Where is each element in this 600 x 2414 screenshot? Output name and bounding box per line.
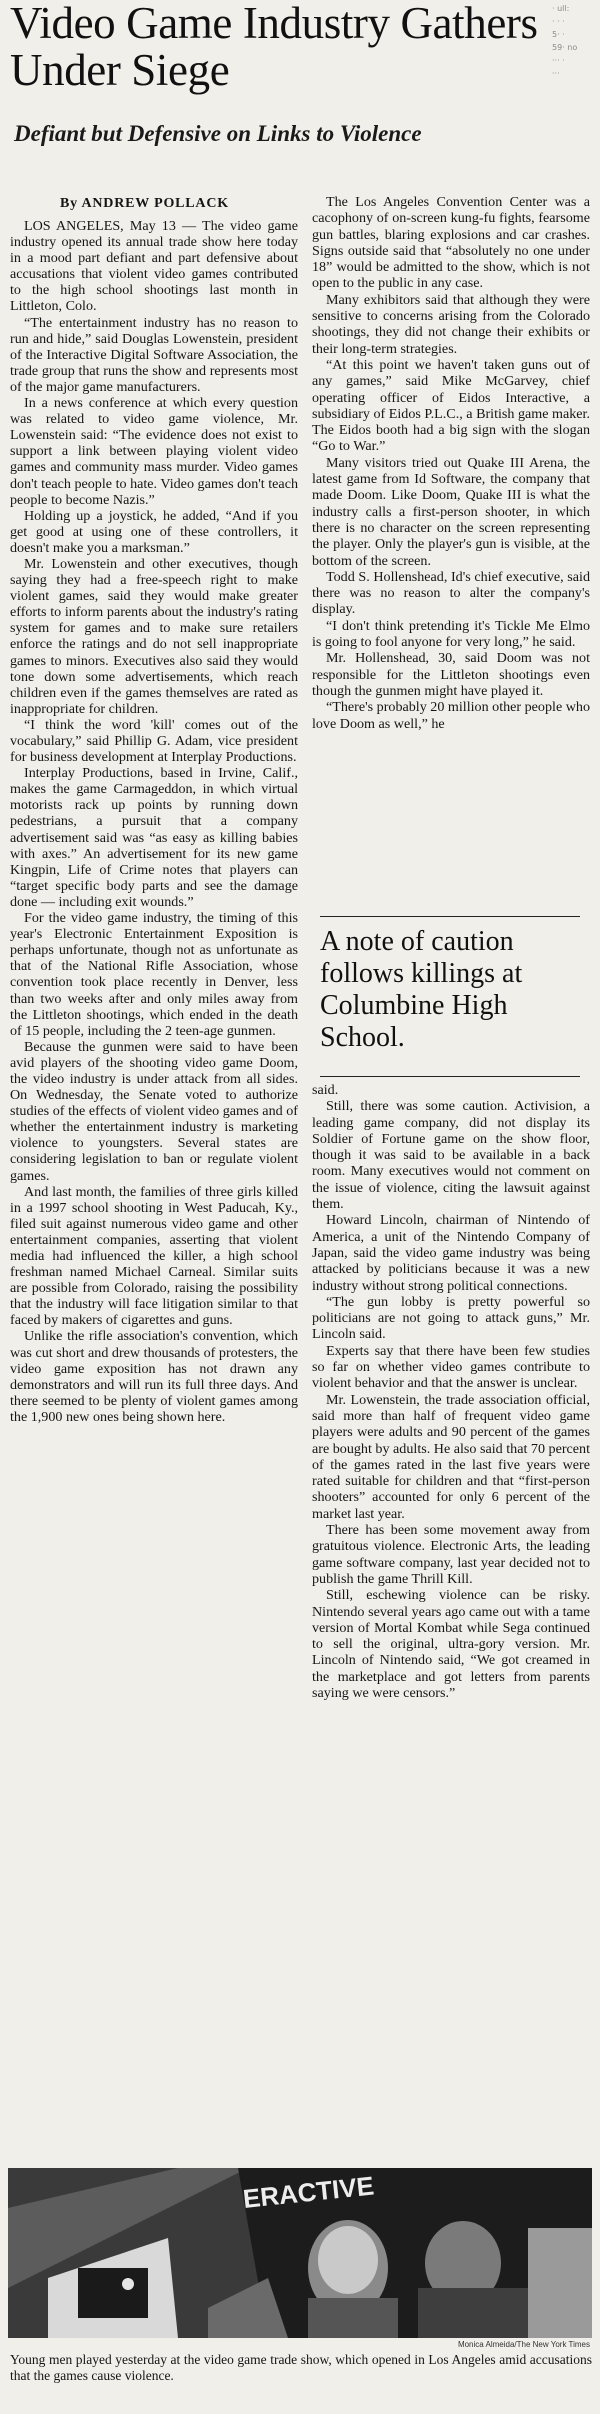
paragraph: Mr. Hollenshead, 30, said Doom was not responsible for the Littleton shootings even though the gunmen might have played it. — [312, 650, 590, 699]
paragraph: said. — [312, 1082, 339, 1098]
paragraph: Howard Lincoln, chairman of Nintendo of America, a unit of the Nintendo Company of Japan, said the video game industry was being attacked by politicians because it was a new industry without strong political connections. — [312, 1212, 590, 1294]
subheadline: Defiant but Defensive on Links to Violence — [14, 121, 422, 146]
paragraph: There has been some movement away from gratuitous violence. Electronic Arts, the leading game software company, last year decided not to publish the game Thrill Kill. — [312, 1522, 590, 1587]
paragraph: In a news conference at which every question was related to video game violence, Mr. Lowenstein said: “The evidence does not exist to support a link between playing violent video games and community mass murder. Video games don't teach people to hate. Video games don't teach people to become Nazis.” — [10, 395, 298, 508]
margin-handwriting: · ull: · · · 5· · 59· no ··· · ··· — [552, 4, 578, 78]
paragraph: “At this point we haven't taken guns out of any games,” said Mike McGarvey, chief operating officer of Eidos Interactive, a subsidiary of Eidos P.L.C., a British game maker. The Eidos booth had a big sign with the slogan “Go to War.” — [312, 356, 590, 455]
column-2-top — [312, 194, 590, 732]
paragraph: Mr. Lowenstein and other executives, though saying they had a free-speech right to make violent games, said they would make greater efforts to inform parents about the industry's rating system for games and to make sure retailers enforce the ratings and do not sell inappropriate games to minors. Executives also said they would tone down some advertisements, which reach children even if the games themselves are rated as inappropriate for children. — [10, 555, 298, 717]
paragraph: Experts say that there have been few studies so far on whether video games contribute to violent behavior and that the answer is unclear. — [312, 1342, 590, 1392]
paragraph: Many exhibitors said that although they were sensitive to concerns arising from the Colorado shootings, they did not change their exhibits or their long-term strategies. — [312, 291, 590, 357]
paragraph: “The entertainment industry has no reason to run and hide,” said Douglas Lowenstein, president of the Interactive Digital Software Association, the trade group that runs the show and represents most of the major game manufacturers. — [10, 314, 298, 395]
paragraph: Many visitors tried out Quake III Arena, the latest game from Id Software, the company that made Doom. Like Doom, Quake III is what the industry calls a first-person shooter, in which there is no character on the screen representing the player. Only the player's gun is visible, at the bottom of the screen. — [312, 454, 590, 569]
column-1 — [10, 218, 298, 1425]
byline: By ANDREW POLLACK — [60, 196, 229, 211]
pull-quote-rule-top — [320, 916, 580, 917]
column-2-bottom — [312, 1082, 590, 1701]
photo-image — [8, 2168, 592, 2338]
paragraph: “I think the word 'kill' comes out of the vocabulary,” said Phillip G. Adam, vice president for business development at Interplay Productions. — [10, 716, 298, 766]
paragraph: And last month, the families of three girls killed in a 1997 school shooting in West Paducah, Ky., filed suit against numerous video game and other entertainment companies, asserting that violent media had influenced the killer, a high school freshman named Michael Carneal. Similar suits are possible from Colorado, raising the possibility that the industry will face litigation similar to that faced by makers of cigarettes and guns. — [10, 1183, 298, 1329]
paragraph: Todd S. Hollenshead, Id's chief executive, said there was no reason to alter the company's display. — [312, 568, 590, 618]
paragraph: Mr. Lowenstein, the trade association official, said more than half of frequent video game players were adults and 90 percent of the games are bought by adults. He also said that 70 percent of the games rated in the last five years were rated suitable for children and that “first-person shooters” accounted for only 6 percent of the market last year. — [312, 1391, 590, 1522]
paragraph: Unlike the rifle association's convention, which was cut short and drew thousands of protesters, the video game exposition has not drawn any demonstrators and will run its full three days. And there seemed to be plenty of violent games among the 1,900 new ones being shown here. — [10, 1328, 298, 1425]
photo-sign-text: ERACTIVE — [241, 2170, 376, 2214]
paragraph: Still, eschewing violence can be risky. Nintendo several years ago came out with a tame version of Mortal Kombat while Sega continued to sell the original, ultra-gory version. Mr. Lincoln of Nintendo said, “We got creamed in the marketplace and got letters from parents saying we were censors.” — [312, 1587, 590, 1701]
paragraph: For the video game industry, the timing of this year's Electronic Entertainment Exposition is perhaps unfortunate, though not as unfortunate as that of the National Rifle Association, whose convention took place recently in Denver, less than two weeks after and only miles away from the Littleton shootings, which ended in the death of 15 people, including the 2 teen-age gunmen. — [10, 910, 298, 1039]
paragraph: The Los Angeles Convention Center was a cacophony of on-screen kung-fu fights, fearsome gun battles, blaring explosions and car crashes. Signs outside said that “absolutely no one under 18” would be admitted to the show, which is not open to the public in any case. — [312, 194, 590, 292]
paragraph: LOS ANGELES, May 13 — The video game industry opened its annual trade show here today in a mood part defiant and part defensive about accusations that violent video games contributed to the high school shootings last month in Littleton, Colo. — [10, 218, 298, 315]
paragraph: “The gun lobby is pretty powerful so politicians are not going to attack guns,” Mr. Lincoln said. — [312, 1293, 590, 1343]
pull-quote-rule-bottom — [320, 1076, 580, 1077]
paragraph: “There's probably 20 million other people who love Doom as well,” he — [312, 699, 590, 732]
photo-credit: Monica Almeida/The New York Times — [457, 2340, 590, 2349]
headline: Video Game Industry Gathers Under Siege — [10, 0, 538, 95]
paragraph: Because the gunmen were said to have been avid players of the shooting video game Doom, the video industry is under attack from all sides. On Wednesday, the Senate voted to authorize studies of the effects of violent video games and of whether the entertainment industry is marketing violence to youngsters. Several states are considering legislation to ban or regulate violent games. — [10, 1038, 298, 1184]
paragraph: Still, there was some caution. Activision, a leading game company, did not display its Soldier of Fortune game on the show floor, though it was said to be available in a back room. Many executives would not comment on the issue of violence, citing the lawsuit against them. — [312, 1098, 590, 1213]
photo-caption: Young men played yesterday at the video game trade show, which opened in Los Angeles amid accusations that the games cause violence. — [10, 2352, 592, 2383]
paragraph: Holding up a joystick, he added, “And if you get good at using one of these controllers, it doesn't make you a marksman.” — [10, 507, 298, 556]
paragraph: Interplay Productions, based in Irvine, Calif., makes the game Carmageddon, in which virtual motorists rack up points by running down pedestrians, a pursuit that a company advertisement said was “as easy as killing babies with axes.” An advertisement for its new game Kingpin, Life of Crime notes that players can “target specific body parts and see the damage done — including exit wounds.” — [10, 765, 298, 910]
paragraph: “I don't think pretending it's Tickle Me Elmo is going to fool anyone for very long,” he said. — [312, 617, 590, 651]
pull-quote: A note of caution follows killings at Columbine High School. — [320, 926, 523, 1053]
